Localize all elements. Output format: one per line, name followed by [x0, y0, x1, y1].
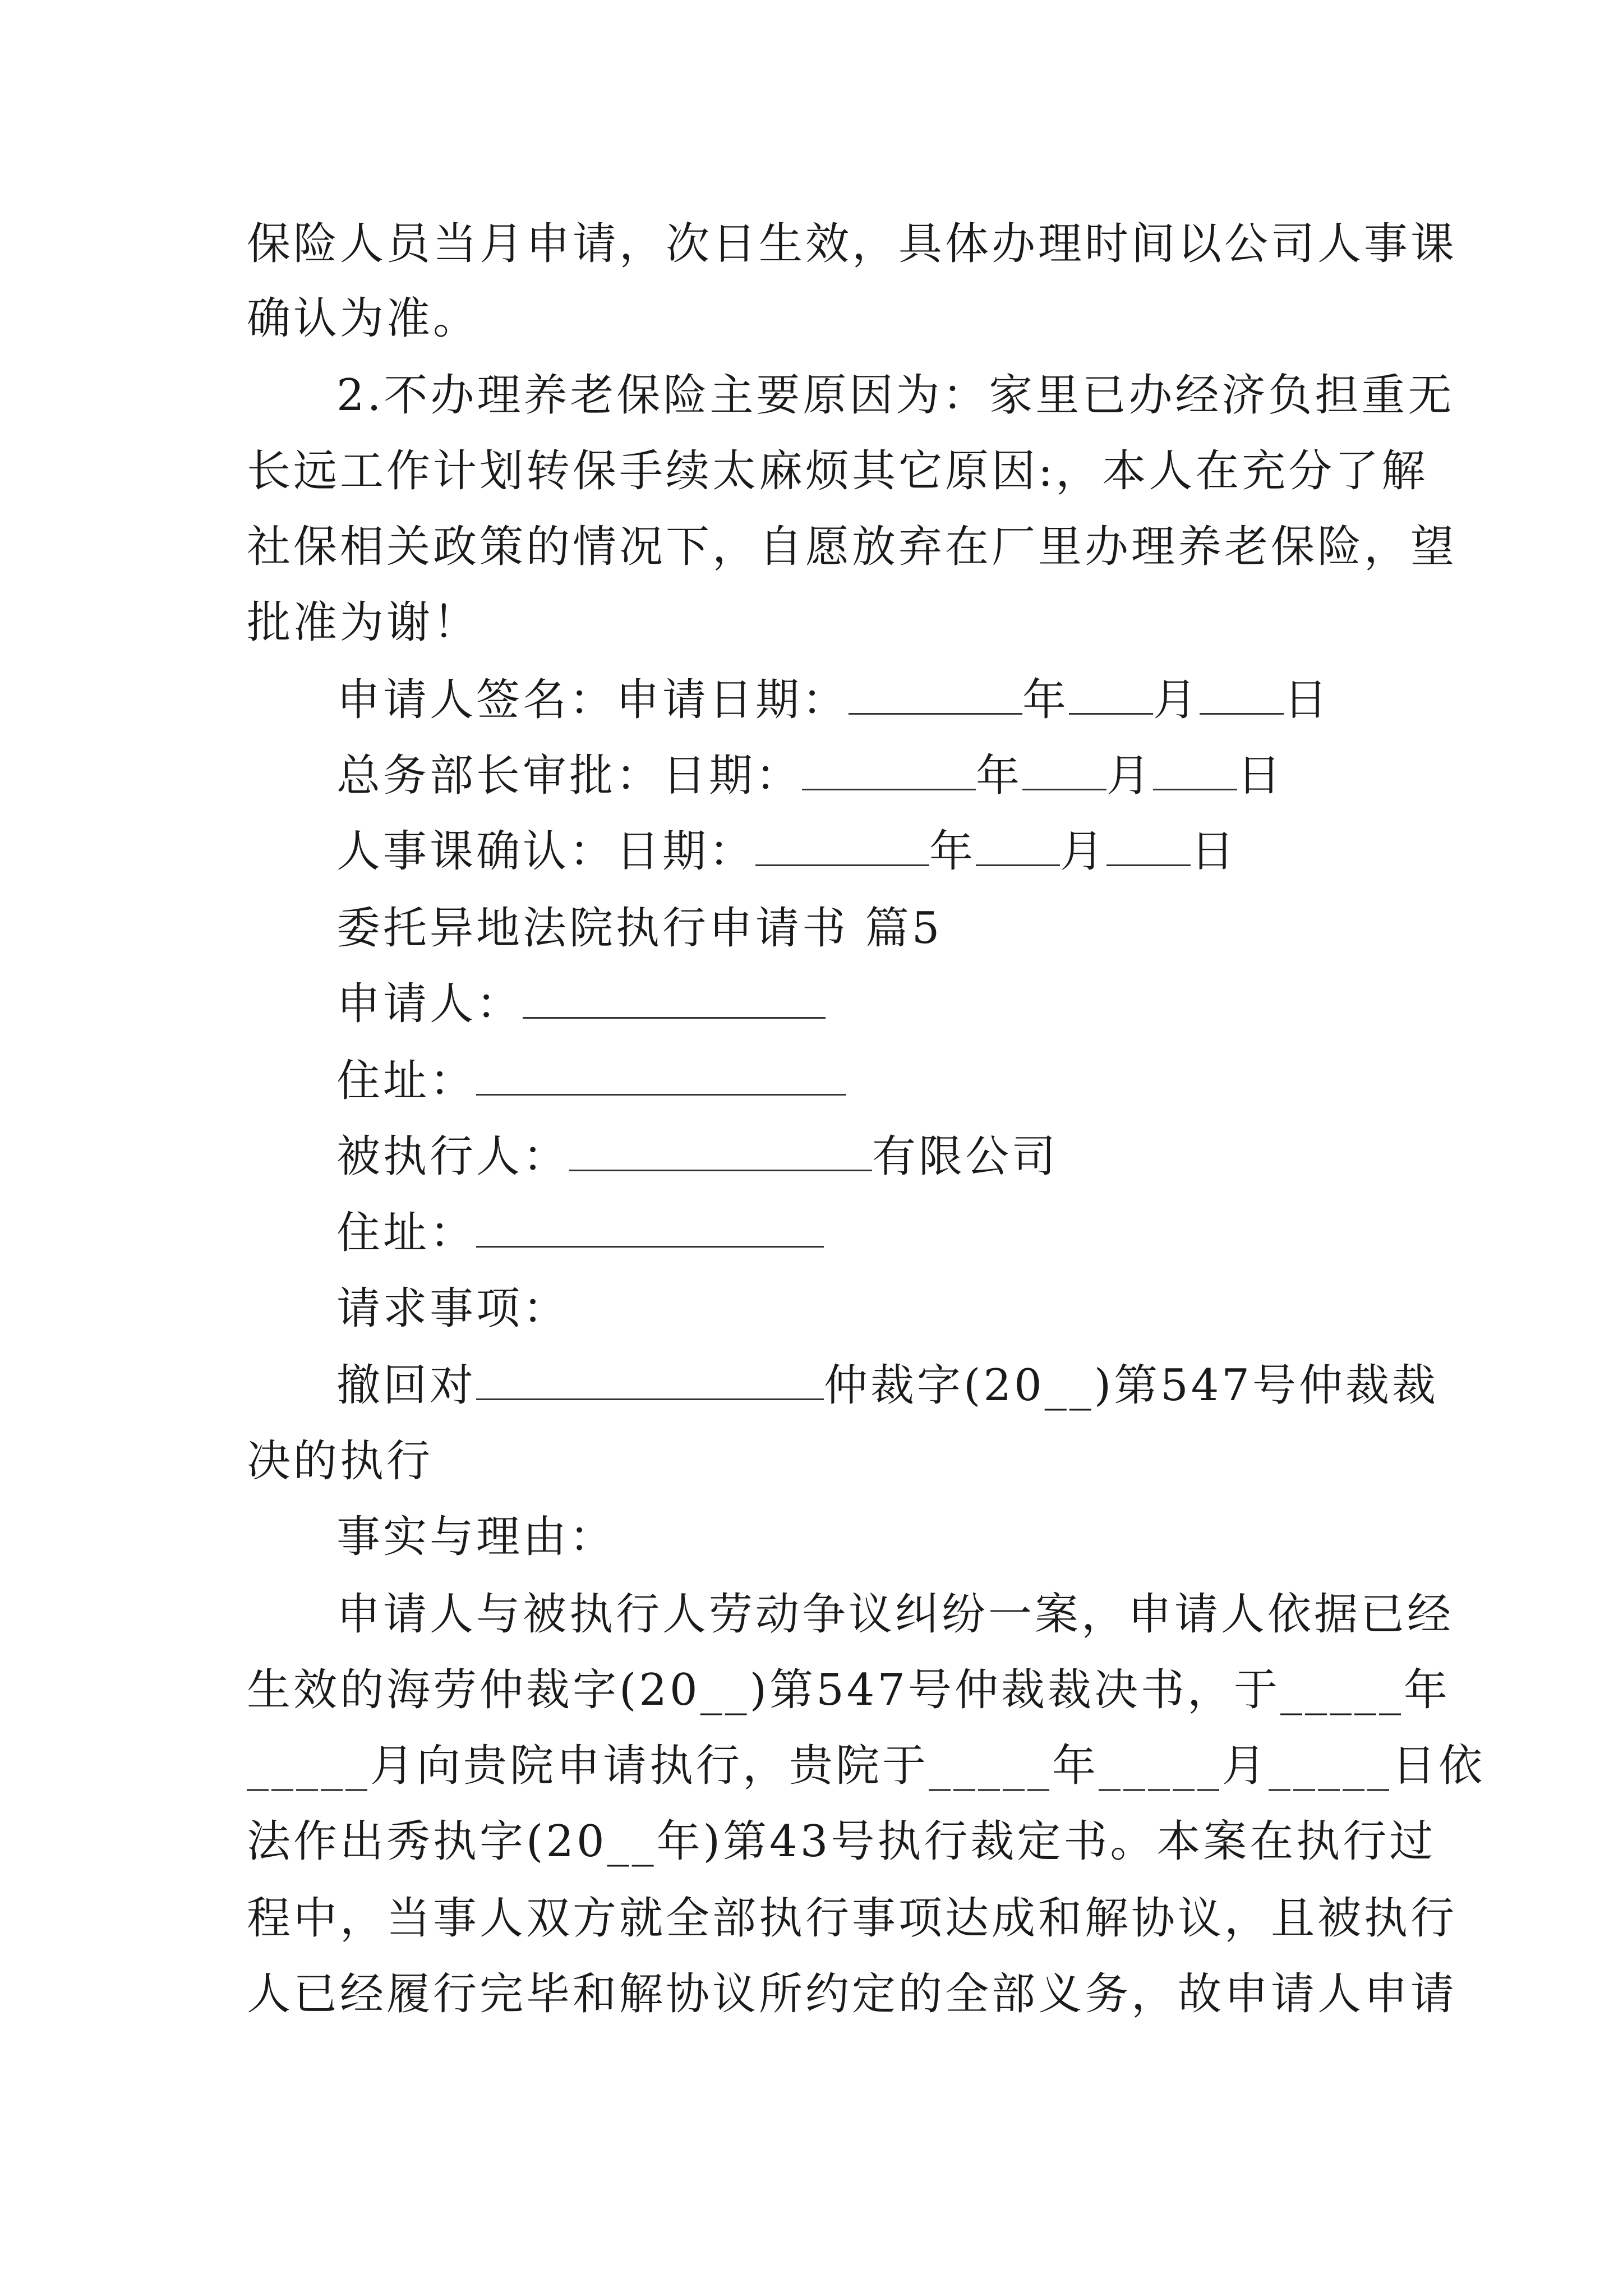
- year-blank: [755, 824, 929, 866]
- applicant-row: [336, 976, 1385, 1032]
- applicant-blank: [523, 977, 826, 1019]
- request-line-2: 决的执行: [247, 1436, 434, 1487]
- facts-line-2: 生效的海劳仲裁字(20__)第547号仲裁裁决书，于_____年: [247, 1665, 1450, 1715]
- respondent-address-row: [336, 1205, 1385, 1261]
- respondent-row: [336, 1129, 1385, 1185]
- month-label: 月: [1060, 826, 1107, 877]
- applicant-address-row: [336, 1053, 1385, 1109]
- month-blank: [976, 824, 1060, 866]
- day-label: 日: [1191, 826, 1238, 877]
- respondent-label: 被执行人：: [336, 1131, 570, 1182]
- paragraph-2-line-4: 批准为谢！: [247, 597, 480, 648]
- paragraph-1-line-1: 保险人员当月申请，次日生效，具体办理时间以公司人事课: [247, 219, 1458, 269]
- applicant-signature-row: [336, 672, 1385, 728]
- day-blank: [1106, 824, 1191, 866]
- applicant-label: 申请人：: [336, 979, 523, 1029]
- day-label: 日: [1284, 675, 1331, 725]
- facts-line-1: 申请人与被执行人劳动争议纠纷一案，申请人依据已经: [336, 1589, 1454, 1640]
- month-blank: [1022, 748, 1106, 790]
- applicant-signature-label: 申请人签名：申请日期：: [336, 675, 849, 725]
- month-label: 月: [1106, 751, 1154, 801]
- request-prefix: 撤回对: [336, 1360, 477, 1411]
- day-blank: [1200, 673, 1284, 715]
- facts-line-5: 程中，当事人双方就全部执行事项达成和解协议，且被执行: [247, 1893, 1458, 1944]
- address-label: 住址：: [336, 1208, 477, 1258]
- general-affairs-approval-row: [336, 748, 1385, 804]
- request-line-1: [336, 1358, 1439, 1414]
- paragraph-1-line-2: 确认为准。: [247, 293, 480, 344]
- request-blank: [476, 1358, 824, 1400]
- year-label: 年: [1022, 675, 1069, 725]
- year-blank: [802, 748, 976, 790]
- year-label: 年: [976, 751, 1023, 801]
- respondent-address-blank: [476, 1205, 824, 1248]
- year-blank: [849, 673, 1022, 715]
- hr-confirmation-label: 人事课确认：日期：: [336, 826, 756, 877]
- respondent-suffix: 有限公司: [872, 1131, 1059, 1182]
- year-label: 年: [929, 826, 976, 877]
- section-title: 委托异地法院执行申请书 篇5: [336, 903, 943, 954]
- facts-line-6: 人已经履行完毕和解协议所约定的全部义务，故申请人申请: [247, 1969, 1458, 2019]
- applicant-address-blank: [476, 1053, 846, 1096]
- paragraph-2-line-1: 2.不办理养老保险主要原因为：家里已办经济负担重无: [336, 370, 1455, 421]
- address-label: 住址：: [336, 1056, 477, 1106]
- respondent-blank: [569, 1129, 872, 1171]
- general-affairs-approval-label: 总务部长审批：日期：: [336, 751, 803, 801]
- paragraph-2-line-2: 长远工作计划转保手续太麻烦其它原因:，本人在充分了解: [247, 446, 1428, 496]
- facts-line-4: 法作出秀执字(20__年)第43号执行裁定书。本案在执行过: [247, 1816, 1436, 1867]
- day-label: 日: [1237, 751, 1284, 801]
- hr-confirmation-row: [336, 823, 1385, 880]
- request-suffix: 仲裁字(20__)第547号仲裁裁: [824, 1360, 1439, 1411]
- facts-line-3: _____月向贵院申请执行，贵院于_____年_____月_____日依: [247, 1741, 1486, 1791]
- day-blank: [1153, 748, 1237, 790]
- paragraph-2-line-3: 社保相关政策的情况下，自愿放弃在厂里办理养老保险，望: [247, 522, 1458, 572]
- month-label: 月: [1153, 675, 1200, 725]
- facts-heading: 事实与理由：: [336, 1512, 616, 1562]
- request-heading: 请求事项：: [336, 1283, 570, 1334]
- month-blank: [1069, 673, 1153, 715]
